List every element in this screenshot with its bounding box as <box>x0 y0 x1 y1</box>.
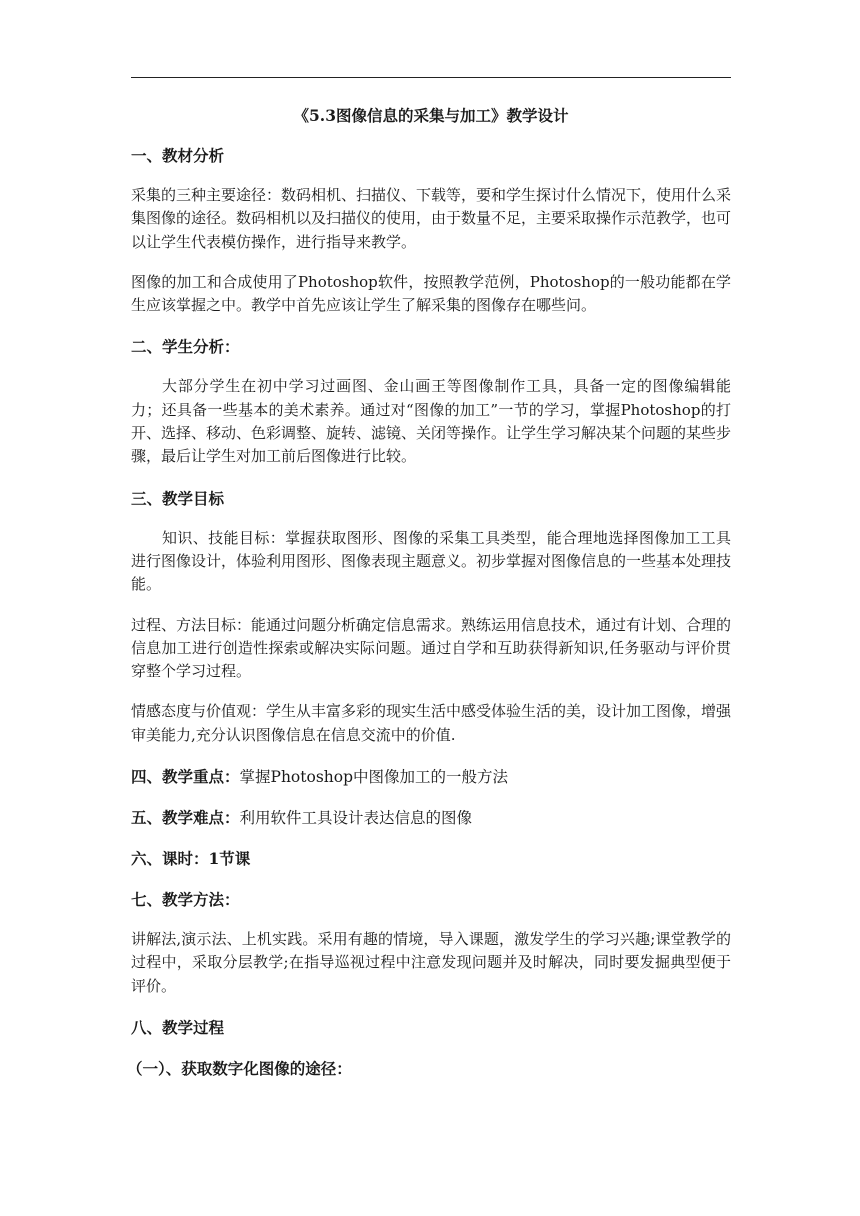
paragraph-image-processing: 图像的加工和合成使用了Photoshop软件，按照教学范例，Photoshop的一般功能都在学生应该掌握之中。教学中首先应该让学生了解采集的图像存在哪些问。 <box>131 272 731 315</box>
key-point-label: 四、教学重点： <box>131 767 240 787</box>
paragraph-collection-methods: 采集的三种主要途径：数码相机、扫描仪、下载等，要和学生探讨什么情况下，使用什么采集图像的途径。数码相机以及扫描仪的使用，由于数量不足，主要采取操作示范教学，也可以让学生代表模仿操作，进行指导来教学。 <box>131 186 732 251</box>
paragraph-student-background: 大部分学生在初中学习过画图、金山画王等图像制作工具，具备一定的图像编辑能力；还具备一些基本的美术素养。通过对“图像的加工”一节的学习，掌握Photoshop的打开、选择、移动、色彩调整、旋转、滤镜、关闭等操作。让学生学习解决某个问题的某些步骤，最后让学生对加工前后图像进行比较。 <box>131 377 732 466</box>
document-title: 《5.3图像信息的采集与加工》教学设计 <box>293 106 569 125</box>
subsection-heading-image-acquisition: （一）、获取数字化图像的途径： <box>127 1058 352 1078</box>
header-rule <box>131 77 731 78</box>
section-heading-student-analysis: 二、学生分析： <box>131 337 240 357</box>
section-teaching-difficulty <box>131 805 731 831</box>
paragraph-teaching-methods: 讲解法,演示法、上机实践。采用有趣的情境，导入课题，激发学生的学习兴趣;课堂教学的过程中，采取分层教学;在指导巡视过程中注意发现问题并及时解决，同时要发掘典型便于评价。 <box>131 930 731 995</box>
section-heading-teaching-methods: 七、教学方法： <box>131 890 240 910</box>
paragraph-process-goals: 过程、方法目标：能通过问题分析确定信息需求。熟练运用信息技术，通过有计划、合理的信息加工进行创造性探索或解决实际问题。通过自学和互助获得新知识,任务驱动与评价贯穿整个学习过程。 <box>131 615 732 681</box>
section-heading-textbook-analysis: 一、教材分析 <box>131 146 225 165</box>
difficulty-label: 五、教学难点： <box>131 808 240 828</box>
paragraph-attitude-goals: 情感态度与价值观：学生从丰富多彩的现实生活中感受体验生活的美，设计加工图像，增强审美能力,充分认识图像信息在信息交流中的价值. <box>131 702 732 744</box>
paragraph-knowledge-goals: 知识、技能目标：掌握获取图形、图像的采集工具类型，能合理地选择图像加工工具进行图像设计，体验利用图形、图像表现主题意义。初步掌握对图像信息的一些基本处理技能。 <box>131 528 732 594</box>
section-teaching-key-point <box>131 764 731 790</box>
section-heading-teaching-process: 八、教学过程 <box>131 1017 225 1037</box>
difficulty-text: 利用软件工具设计表达信息的图像 <box>239 809 473 828</box>
section-class-hours: 六、课时：1节课 <box>131 849 251 869</box>
key-point-text: 掌握Photoshop中图像加工的一般方法 <box>239 768 509 787</box>
section-heading-teaching-goals: 三、教学目标 <box>131 488 225 508</box>
document-body <box>127 103 732 1082</box>
